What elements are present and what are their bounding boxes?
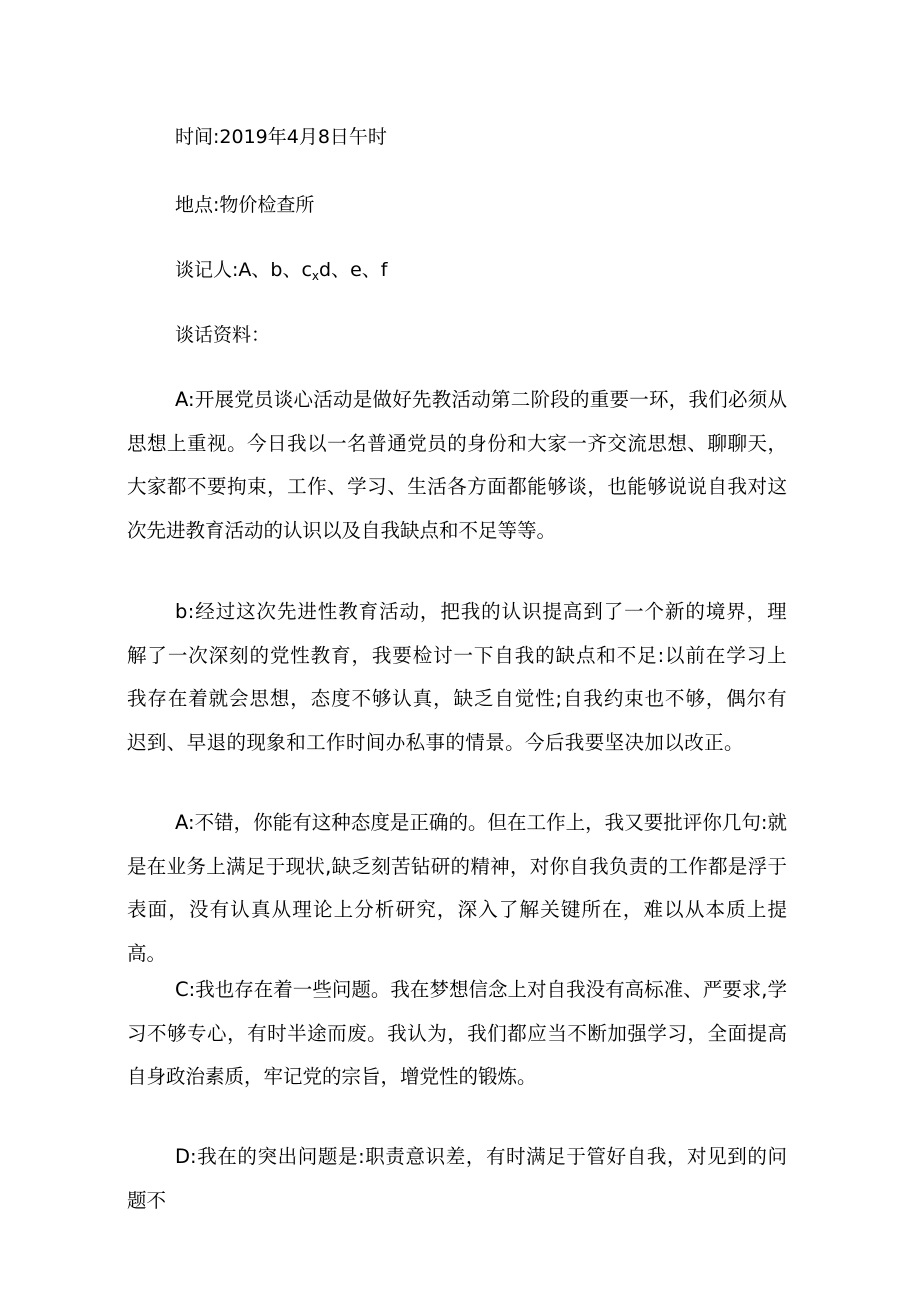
meeting-location: 地点:物价检查所 — [175, 194, 315, 216]
dialogue-paragraph-a-1: A:开展党员谈心活动是做好先教活动第二阶段的重要一环，我们必须从思想上重视。今日我以一名普通党员的身份和大家一齐交流思想、聊聊天，大家都不要拘束，工作、学习、生活各方面都能够谈，也能够说说自我对这次先进教育活动的认识以及自我缺点和不足等等。 — [127, 388, 787, 542]
dialogue-paragraph-d: D:我在的突出问题是:职责意识差，有时满足于管好自我，对见到的问题不 — [127, 1145, 787, 1212]
participants-suffix: d、e、f — [319, 259, 388, 281]
meeting-time: 时间:2019年4月8日午时 — [175, 126, 387, 148]
participants-subscript: x — [311, 269, 320, 283]
dialogue-paragraph-b: b:经过这次先进性教育活动，把我的认识提高到了一个新的境界，理解了一次深刻的党性教育，我要检讨一下自我的缺点和不足:以前在学习上我存在着就会思想，态度不够认真，缺乏自觉性;自我约束也不够，偶尔有迟到、早退的现象和工作时间办私事的情景。今后我要坚决加以改正。 — [127, 600, 787, 754]
content-heading: 谈话资料： — [175, 324, 271, 346]
dialogue-paragraph-a-2: A:不错，你能有这种态度是正确的。但在工作上，我又要批评你几句:就是在业务上满足于现状,缺乏刻苦钻研的精神，对你自我负责的工作都是浮于表面，没有认真从理论上分析研究，深入了解关键所在，难以从本质上提高。 — [127, 811, 787, 965]
meeting-participants — [175, 257, 387, 283]
participants-prefix: 谈记人:A、b、c — [175, 259, 312, 281]
dialogue-paragraph-c: C:我也存在着一些问题。我在梦想信念上对自我没有高标准、严要求,学习不够专心，有时半途而废。我认为，我们都应当不断加强学习，全面提高自身政治素质，牢记党的宗旨，增党性的锻炼。 — [127, 978, 787, 1088]
